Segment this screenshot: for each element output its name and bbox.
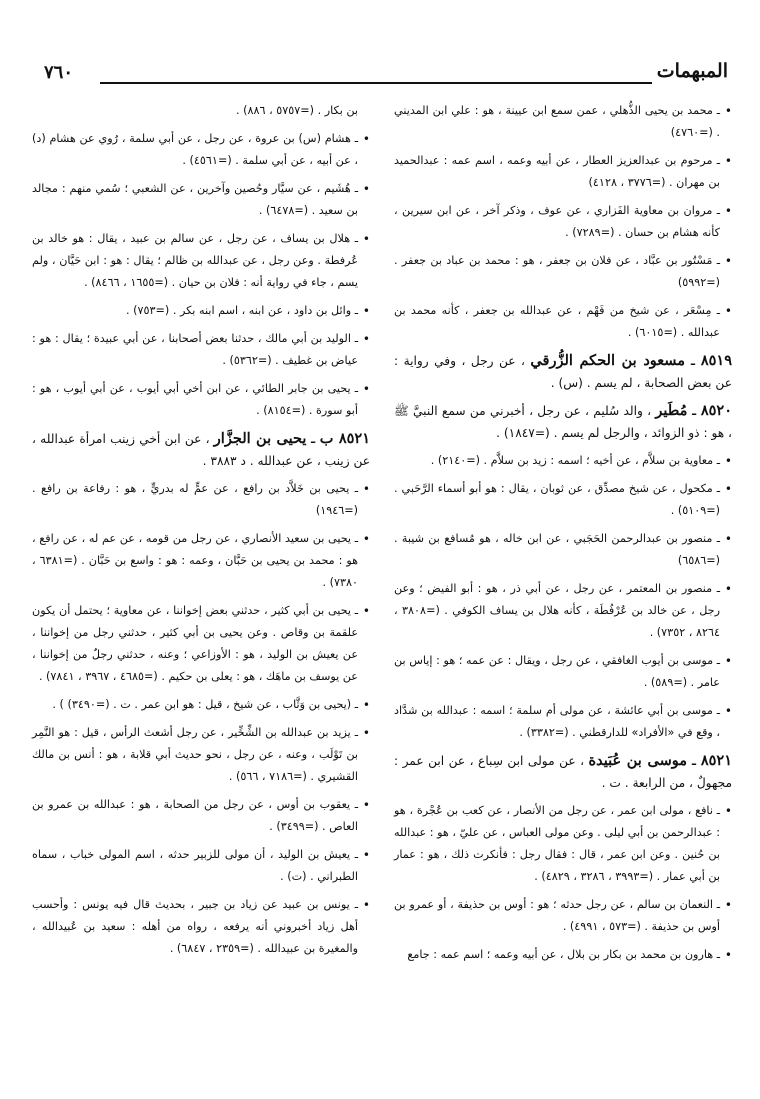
bullet-entry: • ـ يعقوب بن أوس ، عن رجل من الصحابة ، هو : عبدالله بن عمرو بن العاص . (=٣٤٩٩) . [32,794,370,838]
right-column [394,100,732,972]
bullet-entry: • ـ يحيى بن خَلاَّد بن رافع ، عن عمٍّ له بدريٍّ ، هو : رفاعة بن رافع . (=١٩٤٦) [32,478,370,522]
entry-text: ، عن رجل ، وفي رواية : عن بعض الصحابة ، لم يسم . (س) . [394,354,732,390]
bullet-entry: • ـ (يحيى بن وَثَّاب ، عن شيخ ، قيل : هو ابن عمر . ت . (=٣٤٩٠) ) . [32,694,370,716]
bullet-entry: • ـ منصور بن عبدالرحمن الحَجَبي ، عن ابن خاله ، هو مُسافع بن شيبة . (=٦٥٨٦) [394,528,732,572]
bullet-entry: • ـ هُشَيم ، عن سيَّار وحُصين وآخرين ، عن الشعبي ؛ سُمي منهم : مجالد بن سعيد . (=٦٤٧٨) . [32,178,370,222]
bullet-entry: • ـ يحيى بن أبي كثير ، حدثني بعض إخواننا ، عن معاوية ؛ يحتمل أن يكون علقمة بن وقاص . وعن يحيى بن أبي كثير ، حدثني رجل من إخواننا ، عن يعيش بن الوليد ، هو : الأوزاعي ؛ وعنه ، حدثني رجلٌ من إخواننا ، عن يوسف بن ماهَك ، هو : يعلى بن حكيم . (=٤٦٨٥ ، ٣٩٦٧ ، ٧٨٤١) . [32,600,370,688]
bullet-entry: • ـ هلال بن يساف ، عن رجل ، عن سالم بن عبيد ، يقال : هو خالد بن عُرفطة . وعن رجل ، عن عبدالله بن ظالم ؛ يقال : هو : ابن حَيَّان ، ولم يسم ، جاء في رواية أنه : فلان بن حيان . (=١٦٥٥ ، ٨٤٦٦) . [32,228,370,294]
page-header [22,60,738,94]
entry-heading: ٨٥٢١ ـ موسى بن عُبَيدة ، عن مولى ابن سِباع ، عن ابن عمر : مجهولٌ ، من الرابعة . ت . [394,752,732,790]
narrator-name: مُطَير [655,402,688,419]
bullet-entry: • ـ مرحوم بن عبدالعزيز العطار ، عن أبيه وعمه ، اسم عمه : عبدالحميد بن مهران . (=٣٧٧٦ ، ٤١٢٨) [394,150,732,194]
bullet-entry: • ـ يزيد بن عبدالله بن الشِّخِّير ، عن رجل أشعث الرأس ، قيل : هو النَّمِر بن تَوْلَب ، وعنه ، عن رجل ، نحو حديث أبي قلابة ، هو : أنس بن مالك القشيري . (=٧١٨٦ ، ٥٦٦) . [32,722,370,788]
bullet-entry: • ـ الوليد بن أبي مالك ، حدثنا بعض أصحابنا ، عن أبي عبيدة ؛ يقال : هو : عياض بن غطيف . (=٥٣٦٢) . [32,328,370,372]
bullet-entry: • ـ النعمان بن سالم ، عن رجل حدثه ؛ هو : أوس بن حذيفة ، أو عمرو بن أوس بن حذيفة . (=٥٧٣ ، ٤٩٩١) . [394,894,732,938]
bullet-entry: • ـ وائل بن داود ، عن ابنه ، اسم ابنه بكر . (=٧٥٣) . [32,300,370,322]
bullet-entry: • ـ محمد بن يحيى الذُّهلي ، عمن سمع ابن عيينة ، هو : علي ابن المديني . (=٤٧٦٠) [394,100,732,144]
header-rule [100,82,652,84]
entry-text: ، عن مولى ابن سِباع ، عن ابن عمر : مجهولٌ ، من الرابعة . ت . [394,754,732,790]
bullet-entry: • ـ هشام (س) بن عروة ، عن رجل ، عن أبي سلمة ، رُوي عن هشام (د) ، عن أبيه ، عن أبي سلمة . (=٤٥٦١) . [32,128,370,172]
page-number: ٧٦٠ [44,62,74,83]
entry-number: ٨٥٢١ [700,752,732,769]
narrator-name: موسى بن عُبَيدة [588,752,687,769]
text-columns [32,100,732,1060]
bullet-entry: • ـ معاوية بن سلاَّم ، عن أخيه ؛ اسمه : زيد بن سلاَّم . (=٢١٤٠) . [394,450,732,472]
left-column [32,100,370,966]
entry-number: ٨٥١٩ [700,352,733,369]
bullet-entry: • ـ نافع ، مولى ابن عمر ، عن رجل من الأنصار ، عن كعب بن عُجْرة ، هو : عبدالرحمن بن أبي ليلى . وعن مولى العباس ، عن عليّ ، هو : عبدالله بن حُنين . وعن ابن عمر ، قال : فقال رجل : فأنكرت ذلك ، هو : عمار بن أبي عمار . (=٣٩٩٣ ، ٣٢٨٦ ، ٤٨٢٩) . [394,800,732,888]
bullet-entry: • ـ يونس بن عبيد عن زياد بن جبير ، بحديث قال فيه يونس : وأحسب أهل زياد أخبروني أنه يرفعه ، رواه من أهله : سعيد بن عُبيدالله ، والمغيرة بن عبيدالله . (=٢٣٥٩ ، ٦٨٤٧) . [32,894,370,960]
bullet-entry: • ـ يحيى بن سعيد الأنصاري ، عن رجل من قومه ، عن عم له ، عن رافع ، هو : محمد بن يحيى بن حَبَّان ، وعمه : هو : واسع بن حَبَّان . (=٦٣٨١ ، ٧٣٨٠) . [32,528,370,594]
bullet-entry: • ـ هارون بن محمد بن بكار بن بلال ، عن أبيه وعمه ؛ اسم عمه : جامع [394,944,732,966]
running-title: المبهمات [656,60,728,82]
bullet-entry: • ـ مِسْعَر ، عن شيخ من فَهْم ، عن عبدالله بن جعفر ، كأنه محمد بن عبدالله . (=٦٠١٥) . [394,300,732,344]
entry-number: ٨٥٢٠ [700,402,732,419]
bullet-entry: • ـ مكحول ، عن شيخ مصدِّق ، عن ثوبان ، يقال : هو أبو أسماء الرَّحَبي . (=٥١٠٩) . [394,478,732,522]
bullet-entry: • ـ موسى بن أيوب الغافقي ، عن رجل ، ويقال : عن عمه ؛ هو : إياس بن عامر . (=٥٨٩) . [394,650,732,694]
bullet-entry: • ـ موسى بن أبي عائشة ، عن مولى أم سلمة ؛ اسمه : عبدالله بن شدَّاد ، وقع في «الأفراد» للدارقطني . (=٣٣٨٢) . [394,700,732,744]
entry-heading: ٨٥١٩ ـ مسعود بن الحكم الزُّرقي ، عن رجل ، وفي رواية : عن بعض الصحابة ، لم يسم . (س) . [394,352,733,390]
entry-heading: ٨٥٢١ ب ـ يحيى بن الجزَّار ، عن ابن أخي زينب امرأة عبدالله ، عن زينب ، عن عبدالله . د ٣٨٨٣ . [32,430,370,468]
entry-text: ، والد سُليم ، عن رجل ، أخبرني من سمع النبيَّ ﷺ ، هو : ذو الزوائد ، والرجل لم يسم . (=١٨٤٧) . [394,404,732,440]
bullet-entry: • ـ منصور بن المعتمر ، عن رجل ، عن أبي ذر ، هو : أبو الفيض ؛ وعن رجل ، عن خالد بن عُرْفُطَة ، كأنه هلال بن يساف الكوفي . (=٣٨٠٨ ، ٨٢٦٤ ، ٧٣٥٢) . [394,578,732,644]
bullet-entry: • ـ مروان بن معاوية الفَزاري ، عن عوف ، وذكر آخر ، عن ابن سيرين ، كأنه هشام بن حسان . (=٧٢٨٩) . [394,200,732,244]
bullet-entry: • ـ يحيى بن جابر الطائي ، عن ابن أخي أبي أيوب ، عن أبي أيوب ، هو : أبو سورة . (=٨١٥٤) . [32,378,370,422]
bullet-entry: • ـ مَسْتُور بن عبَّاد ، عن فلان بن جعفر ، هو : محمد بن عباد بن جعفر . (=٥٩٩٢) [394,250,732,294]
entry-heading: ٨٥٢٠ ـ مُطَير ، والد سُليم ، عن رجل ، أخبرني من سمع النبيَّ ﷺ ، هو : ذو الزوائد ، والرجل لم يسم . (=١٨٤٧) . [394,402,732,440]
narrator-name: مسعود بن الحكم الزُّرقي [530,352,686,369]
narrator-name: يحيى بن الجزَّار [213,430,307,447]
bullet-entry: • ـ يعيش بن الوليد ، أن مولى للزبير حدثه ، اسم المولى خباب ، سماه الطبراني . (ت) . [32,844,370,888]
entry-number: ٨٥٢١ ب [319,430,370,447]
entry-text: ، عن ابن أخي زينب امرأة عبدالله ، عن زينب ، عن عبدالله . د ٣٨٨٣ . [32,432,370,468]
continued-entry: بن بكار . (=٥٧٥٧ ، ٨٨٦) . [236,104,358,117]
